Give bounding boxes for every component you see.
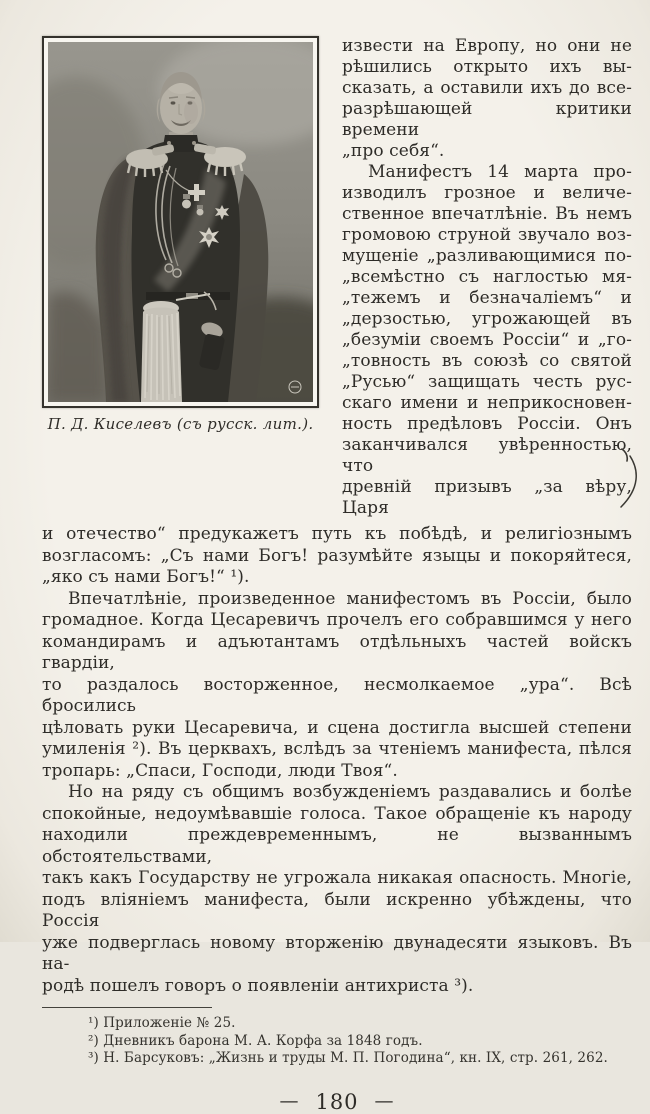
main-text: [42, 524, 632, 997]
portrait-figure: [42, 36, 319, 433]
text-line: Манифестъ 14 марта про-: [368, 162, 632, 182]
paragraph: [42, 782, 632, 997]
text-line: ¹) Приложеніе № 25.: [88, 1015, 236, 1031]
portrait-image: [48, 42, 313, 402]
pen-mark: [616, 448, 642, 510]
text-line: Но на ряду съ общимъ возбужденіемъ раздавались и болѣе: [68, 782, 632, 802]
text-line: громадное. Когда Цесаревичъ прочелъ его собравшимся у него: [42, 610, 632, 630]
text-line: громовою струной звучало воз-: [342, 225, 632, 245]
text-line: древній призывъ „за вѣру, Царя: [342, 477, 632, 518]
text-column: [342, 36, 632, 519]
paragraph-continuation: [42, 524, 632, 589]
fringe-tassel: [141, 301, 182, 402]
text-line: цѣловать руки Цесаревича, и сцена достигла высшей степени: [42, 717, 632, 738]
text-line: ²) Дневникъ барона М. А. Корфа за 1848 годъ.: [88, 1032, 423, 1049]
text-line: скаго имени и неприкосновен-: [342, 393, 632, 413]
footnote-rule: [42, 1007, 212, 1008]
text-line: спокойные, недоумѣвавшіе голоса. Такое обращеніе къ народу: [42, 803, 632, 824]
text-line: сказать, а оставили ихъ до все-: [342, 78, 632, 98]
text-line: тропарь: „Спаси, Господи, люди Твоя“.: [42, 760, 398, 781]
text-line: „дерзостью, угрожающей въ: [342, 309, 632, 329]
text-line: и отечество“ предукажетъ путь къ побѣдѣ, и религіознымъ: [42, 524, 632, 544]
page-number-dash: —: [279, 1089, 300, 1112]
text-line: родѣ пошелъ говоръ о появленіи антихриста ³).: [42, 975, 474, 996]
text-line: „Русью“ защищать честь рус-: [342, 372, 632, 392]
text-line: „тежемъ и безначаліемъ“ и: [342, 288, 632, 308]
text-line: изводилъ грозное и величе-: [342, 183, 632, 203]
text-line: мущеніе „разливающимися по-: [342, 246, 632, 266]
text-line: рѣшились открыто ихъ вы-: [342, 57, 632, 77]
text-line: уже подверглась новому вторженію двунадесяти языковъ. Въ на-: [42, 932, 632, 974]
text-line: подъ вліяніемъ манифеста, были искренно убѣждены, что Россія: [42, 889, 632, 931]
text-line: ³) Н. Барсуковъ: „Жизнь и труды М. П. Погодина“, кн. IX, стр. 261, 262.: [88, 1050, 608, 1066]
text-line: „яко съ нами Богъ!“ ¹).: [42, 567, 250, 587]
text-line: ность предѣловъ Россіи. Онъ: [342, 414, 632, 434]
footnotes: [42, 1015, 632, 1068]
paragraph: [42, 589, 632, 783]
text-line: извести на Европу, но они не: [342, 36, 632, 56]
top-section: [42, 36, 632, 519]
page-number-value: 180: [315, 1089, 359, 1114]
portrait-caption: П. Д. Киселевъ (съ русск. лит.).: [47, 415, 314, 433]
text-line: такъ какъ Государству не угрожала никакая опасность. Многіе,: [42, 868, 632, 888]
text-line: разрѣшающей критики времени: [342, 99, 632, 140]
text-line: командирамъ и адъютантамъ отдѣльныхъ частей войскъ гвардіи,: [42, 631, 632, 673]
text-line: „безуміи своемъ Россіи“ и „го-: [342, 330, 632, 350]
text-line: возгласомъ: „Съ нами Богъ! разумѣйте языцы и покоряйтеся,: [42, 545, 632, 566]
portrait-frame: [42, 36, 319, 408]
text-line: Впечатлѣніе, произведенное манифестомъ въ Россіи, было: [68, 588, 632, 609]
text-line: то раздалось восторженное, несмолкаемое „ура“. Всѣ бросились: [42, 674, 632, 716]
text-line: „про себя“.: [342, 141, 445, 161]
text-line: ственное впечатлѣніе. Въ немъ: [342, 204, 632, 224]
page-number-dash: —: [374, 1089, 395, 1112]
text-line: заканчивался увѣренностью, что: [342, 435, 632, 476]
page-number: [42, 1090, 632, 1114]
text-line: находили преждевременнымъ, не вызваннымъ обстоятельствами,: [42, 825, 632, 867]
text-line: „товность въ союзѣ со святой: [342, 351, 632, 371]
text-line: „всемѣстно съ наглостью мя-: [342, 267, 632, 287]
text-line: умиленія ²). Въ церквахъ, вслѣдъ за чтеніемъ манифеста, пѣлся: [42, 739, 632, 759]
